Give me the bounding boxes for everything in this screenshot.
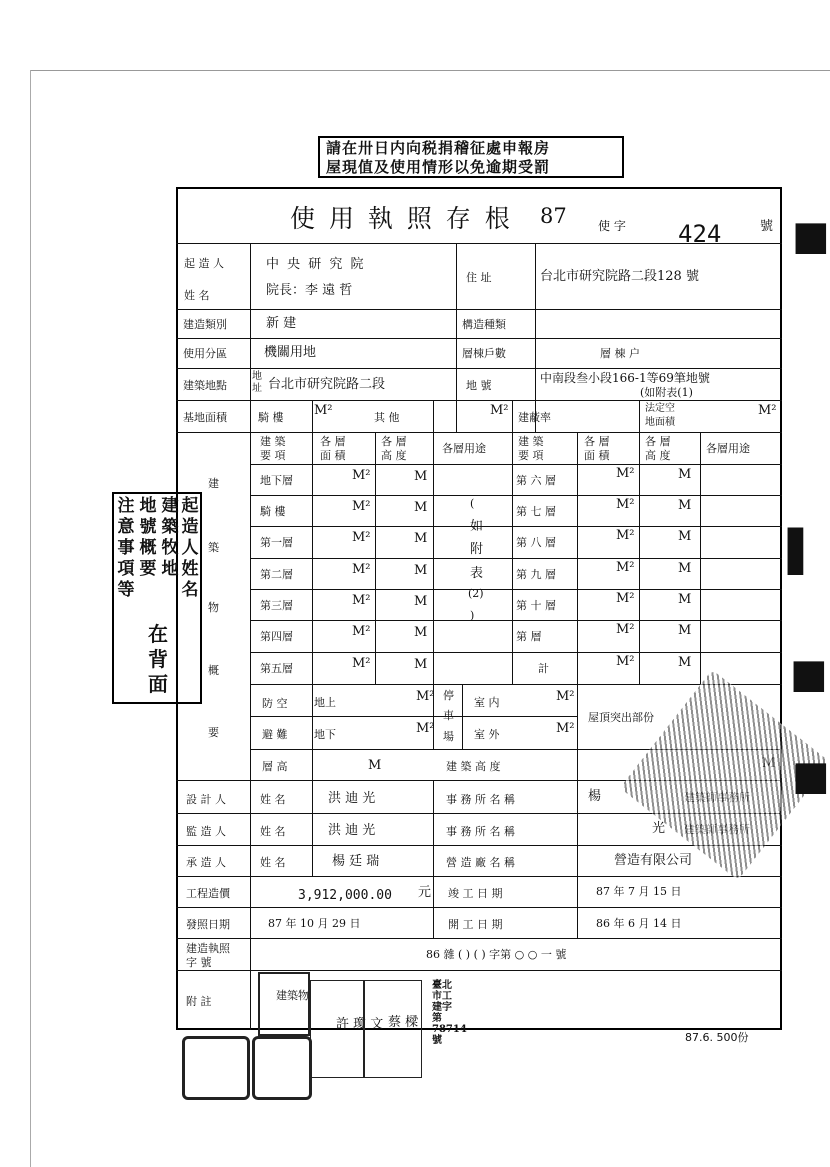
row-line	[176, 938, 782, 939]
summary-label-char: 建	[208, 477, 219, 490]
supervisor-office: 光	[652, 821, 666, 836]
lot-note: (如附表(1)	[640, 386, 693, 399]
floor-header-use-right: 各層用途	[706, 442, 750, 455]
col-line	[312, 400, 313, 780]
site-address: 台北市研究院路二段	[268, 377, 386, 392]
attached-note-char: 附	[470, 542, 484, 557]
row-line	[176, 907, 782, 908]
contractor-firm: 營造有限公司	[614, 853, 693, 868]
row-line	[176, 432, 782, 433]
parking-char: 場	[443, 730, 454, 743]
storey-height-label: 層 高	[262, 760, 288, 773]
row-line	[176, 400, 782, 401]
tax-notice-box	[318, 136, 624, 178]
designer-name-label: 姓 名	[260, 793, 286, 806]
supervisor-name-label: 姓 名	[260, 825, 286, 838]
row-line	[250, 652, 782, 653]
col-line	[456, 243, 457, 432]
site-area-label: 基地面積	[183, 411, 227, 424]
row-line	[250, 558, 782, 559]
parking-outdoor-unit: M²	[556, 721, 575, 736]
lot-label: 地 號	[466, 379, 492, 392]
floor-height-unit-right: M	[678, 467, 692, 482]
completion-label: 竣 工 日 期	[448, 887, 503, 900]
structure-label: 構造種類	[462, 318, 506, 331]
stamp-box	[258, 972, 310, 1036]
building-class-value: 新 建	[266, 316, 297, 331]
summary-label-char: 築	[208, 541, 219, 554]
parking-indoor-unit: M²	[556, 689, 575, 704]
floor-height-unit-right: M	[678, 592, 692, 607]
floor-area-unit: M²	[352, 530, 371, 545]
floor-height-unit: M	[414, 500, 428, 515]
floor-header-use: 各層用途	[442, 442, 486, 455]
supervisor-role: 監 造 人	[186, 825, 226, 838]
floor-left-label: 騎 樓	[260, 505, 286, 518]
air-raid-above-unit: M²	[416, 689, 435, 704]
edge-mark: ■	[792, 752, 830, 799]
other-label: 其 他	[374, 411, 400, 424]
scan-border-left	[30, 70, 31, 1167]
floor-height-unit-right: M	[678, 561, 692, 576]
permit-title: 使 用 執 照 存 根	[290, 204, 513, 233]
floor-left-label: 第四層	[260, 630, 293, 643]
floor-header-item: 建 築	[260, 435, 286, 448]
legal-open-label: 法定空	[645, 403, 675, 414]
floor-height-unit-right: M	[678, 655, 692, 670]
contractor-firm-label: 營 造 廠 名 稱	[446, 856, 515, 869]
floor-area-unit: M²	[352, 468, 371, 483]
floor-height-unit: M	[414, 563, 428, 578]
zoning-label: 使用分區	[183, 347, 227, 360]
stamp-box	[364, 980, 422, 1078]
seal-stamp	[252, 1036, 312, 1100]
floor-height-unit-right: M	[678, 623, 692, 638]
tax-notice-line-2: 屋現值及使用情形以免逾期受罰	[326, 158, 551, 176]
building-height-label: 建 築 高 度	[446, 760, 501, 773]
floor-right-label: 第 七 層	[516, 505, 556, 518]
side-notice-col: 地號概要	[139, 496, 157, 579]
side-notice-col: 起造人姓名	[181, 496, 199, 600]
parking-outdoor: 室 外	[474, 728, 500, 741]
floor-left-label: 地下層	[260, 474, 293, 487]
floor-left-label: 第五層	[260, 662, 293, 675]
floor-area-unit-right: M²	[616, 497, 635, 512]
floor-header-item-right-2: 要 項	[518, 449, 544, 462]
row-line	[250, 495, 782, 496]
row-line	[250, 464, 782, 465]
floor-right-label: 第 六 層	[516, 474, 556, 487]
legal-open-label-2: 地面積	[645, 417, 675, 428]
floors-value: 層 棟 户	[600, 347, 640, 360]
legal-open-unit: M²	[758, 403, 777, 418]
completion-date: 87 年 7 月 15 日	[596, 885, 682, 898]
lot-value: 中南段叁小段166-1等69筆地號	[540, 371, 710, 385]
applicant-representative: 院長：李 遠 哲	[266, 283, 353, 298]
floor-height-unit: M	[414, 469, 428, 484]
col-line	[375, 432, 376, 684]
floor-height-unit: M	[414, 531, 428, 546]
parking-indoor: 室 内	[474, 696, 500, 709]
floor-left-label: 第二層	[260, 568, 293, 581]
parking-char: 車	[443, 709, 454, 722]
floor-area-unit-right: M²	[616, 591, 635, 606]
arcade-label: 騎 樓	[258, 411, 284, 424]
floor-height-unit: M	[414, 657, 428, 672]
col-line	[639, 400, 640, 684]
print-note: 87.6. 500份	[685, 1031, 749, 1044]
designer-role: 設 計 人	[186, 793, 226, 806]
cost-unit: 元	[418, 885, 432, 900]
floor-area-unit-right: M²	[616, 654, 635, 669]
applicant-name: 中 央 研 究 院	[266, 257, 366, 272]
floor-right-label: 第 八 層	[516, 536, 556, 549]
attached-note-char: (2)	[468, 587, 484, 600]
site-addr-tag: 地址	[252, 371, 262, 394]
row-line	[176, 876, 782, 877]
col-line	[250, 243, 251, 1030]
edge-mark: ■	[792, 212, 830, 259]
floor-header-area-right: 各 層	[584, 435, 610, 448]
floor-header-height-2: 高 度	[381, 449, 407, 462]
edge-mark: ■	[790, 650, 828, 697]
col-line	[535, 243, 536, 432]
row-line	[176, 970, 782, 971]
address-label: 住 址	[466, 271, 492, 284]
air-raid-above: 地上	[314, 696, 336, 709]
col-line	[577, 780, 578, 938]
floor-right-label: 第 九 層	[516, 568, 556, 581]
permit-year: 87	[540, 204, 567, 228]
remarks-stamp-text-2: 許 瓊 文	[336, 1017, 384, 1032]
air-raid-label: 防 空	[262, 697, 288, 710]
remarks-stamp-office: 臺北市工建字第78714號	[432, 980, 467, 1046]
designer-office: 楊	[588, 789, 602, 804]
scan-border-top	[30, 70, 830, 71]
contractor-name-label: 姓 名	[260, 856, 286, 869]
issue-date-label: 發照日期	[186, 918, 230, 931]
side-notice-bottom: 在背面	[148, 622, 168, 696]
zoning-value: 機關用地	[264, 345, 317, 360]
attached-note-char: 表	[470, 566, 484, 581]
start-date-label: 開 工 日 期	[448, 918, 503, 931]
col-line	[462, 684, 463, 749]
row-line	[250, 526, 782, 527]
air-raid-below: 地下	[314, 728, 336, 741]
row-line	[176, 368, 782, 369]
floor-right-label: 第 十 層	[516, 599, 556, 612]
tax-notice-line-1: 請在卅日内向税捐稽征處申報房	[326, 139, 551, 157]
floor-area-unit: M²	[352, 593, 371, 608]
attached-note-char: )	[470, 609, 475, 622]
col-line	[312, 780, 313, 877]
floor-area-unit-right: M²	[616, 528, 635, 543]
floor-height-unit-right: M	[678, 498, 692, 513]
site-label: 建築地點	[183, 379, 227, 392]
remarks-stamp-text-1: 建築物	[276, 989, 309, 1002]
roof-projection-label: 屋頂突出部份	[588, 711, 654, 724]
floor-header-area-right-2: 面 積	[584, 449, 610, 462]
floor-area-unit-right: M²	[616, 466, 635, 481]
summary-label-char: 物	[208, 601, 219, 614]
floors-label: 層棟戶數	[462, 347, 506, 360]
row-line	[176, 309, 782, 310]
floor-height-unit: M	[414, 594, 428, 609]
floor-header-area: 各 層	[320, 435, 346, 448]
side-notice-box	[112, 492, 202, 704]
permit-number: 424	[678, 220, 722, 248]
parking-char: 停	[443, 689, 454, 702]
row-line	[250, 620, 782, 621]
applicant-label: 起 造 人	[184, 257, 224, 270]
start-date: 86 年 6 月 14 日	[596, 917, 682, 930]
permit-zi-label: 使 字	[598, 219, 626, 233]
floor-area-unit: M²	[352, 499, 371, 514]
summary-label-char: 要	[208, 726, 219, 739]
applicant-name-label: 姓 名	[184, 289, 210, 302]
row-line	[250, 589, 782, 590]
floor-area-unit: M²	[352, 656, 371, 671]
supervisor-name: 洪 迪 光	[328, 823, 376, 838]
designer-name: 洪 迪 光	[328, 791, 376, 806]
side-notice-col: 注意事項等	[117, 496, 135, 600]
col-line	[700, 432, 701, 684]
floor-header-item-right: 建 築	[518, 435, 544, 448]
building-permit-label: 建造執照	[186, 942, 230, 955]
col-line	[433, 780, 434, 938]
summary-label-char: 概	[208, 664, 219, 677]
floor-header-height-right: 各 層	[645, 435, 671, 448]
contractor-role: 承 造 人	[186, 856, 226, 869]
storey-height-unit: M	[368, 758, 382, 773]
cost-value: 3,912,000.00	[298, 888, 392, 903]
evacuation-label: 避 難	[262, 728, 288, 741]
designer-office-label: 事 務 所 名 稱	[446, 793, 515, 806]
building-class-label: 建造類別	[183, 318, 227, 331]
attached-note-char: 如	[470, 519, 484, 534]
col-line	[577, 432, 578, 780]
permit-hao: 號	[760, 219, 774, 234]
floor-left-label: 第一層	[260, 536, 293, 549]
edge-mark: ▌	[788, 528, 819, 575]
floor-header-height: 各 層	[381, 435, 407, 448]
building-permit-value: 86 雜 ( ) ( ) 字第 ○ ○ 一 號	[426, 948, 567, 961]
floor-right-label: 計	[538, 662, 549, 675]
floor-header-height-right-2: 高 度	[645, 449, 671, 462]
arcade-unit: M²	[314, 403, 333, 418]
floor-height-unit-right: M	[678, 529, 692, 544]
contractor-name: 楊 廷 瑞	[332, 854, 380, 869]
building-permit-label-2: 字 號	[186, 956, 212, 969]
floor-left-label: 第三層	[260, 599, 293, 612]
air-raid-below-unit: M²	[416, 721, 435, 736]
stamp-box	[310, 980, 364, 1078]
floor-area-unit-right: M²	[616, 622, 635, 637]
supervisor-office-label: 事 務 所 名 稱	[446, 825, 515, 838]
col-line	[512, 400, 513, 684]
floor-area-unit-right: M²	[616, 560, 635, 575]
remarks-label: 附 註	[186, 995, 212, 1008]
row-line	[176, 845, 782, 846]
floor-right-label: 第 層	[516, 630, 542, 643]
floor-header-area-2: 面 積	[320, 449, 346, 462]
row-line	[176, 338, 782, 339]
floor-height-unit: M	[414, 625, 428, 640]
applicant-address: 台北市研究院路二段128 號	[540, 269, 699, 284]
cost-label: 工程造價	[186, 887, 230, 900]
floor-area-unit: M²	[352, 624, 371, 639]
other-unit: M²	[490, 403, 509, 418]
floor-area-unit: M²	[352, 562, 371, 577]
row-line	[250, 716, 578, 717]
side-notice-col: 建築牧地	[161, 496, 179, 579]
seal-stamp	[182, 1036, 250, 1100]
issue-date: 87 年 10 月 29 日	[268, 917, 361, 930]
attached-note-char: (	[470, 497, 475, 510]
coverage-label: 建蔽率	[518, 411, 551, 424]
floor-header-item-2: 要 項	[260, 449, 286, 462]
remarks-stamp-text-3: 蔡 樑	[388, 1015, 419, 1030]
